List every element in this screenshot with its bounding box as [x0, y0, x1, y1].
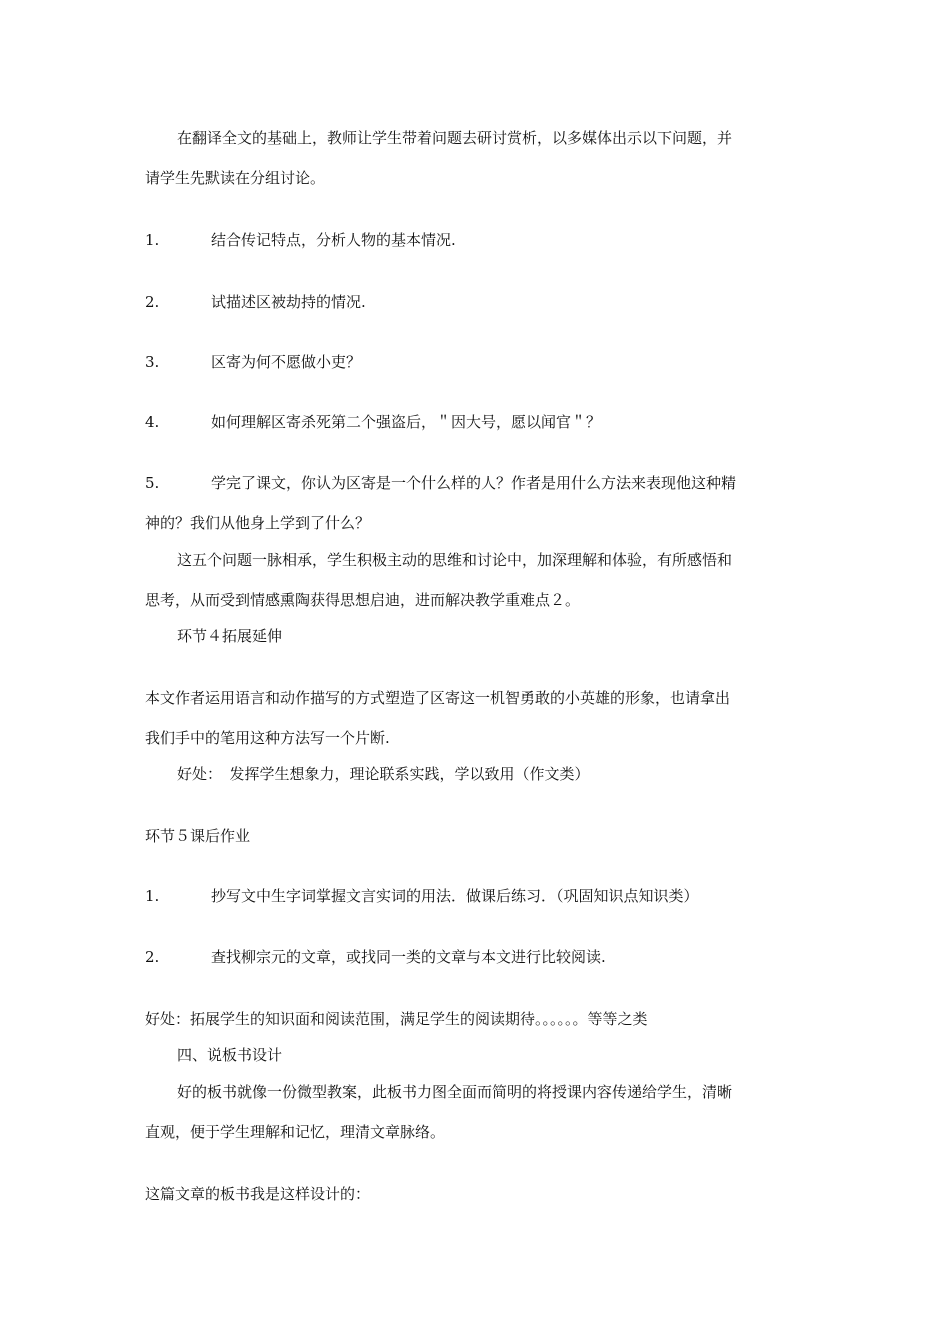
homework-2-number: 2.: [145, 948, 160, 966]
question-3-number: 3.: [145, 353, 160, 371]
summary-line-1: 这五个问题一脉相承，学生积极主动的思维和讨论中，加深理解和体验，有所感悟和: [177, 551, 733, 569]
homework-1-number: 1.: [145, 887, 160, 905]
board-line-3: 这篇文章的板书我是这样设计的：: [145, 1185, 371, 1203]
question-3-text: 区寄为何不愿做小吏？: [211, 353, 362, 371]
question-5-text: 学完了课文，你认为区寄是一个什么样的人？作者是用什么方法来表现他这种精: [211, 474, 737, 492]
intro-line-2: 请学生先默读在分组讨论。: [145, 169, 326, 187]
section-4-line-2: 我们手中的笔用这种方法写一个片断.: [145, 729, 390, 747]
question-4-number: 4.: [145, 413, 160, 431]
intro-line-1: 在翻译全文的基础上，教师让学生带着问题去研讨赏析，以多媒体出示以下问题，并: [177, 129, 733, 147]
section-4-benefit: 好处： 发挥学生想象力，理论联系实践，学以致用（作文类）: [177, 765, 590, 783]
board-line-1: 好的板书就像一份微型教案，此板书力图全面而简明的将授课内容传递给学生，清晰: [177, 1083, 733, 1101]
homework-1-text: 抄写文中生字词掌握文言实词的用法．做课后练习．（巩固知识点知识类）: [211, 887, 699, 905]
section-5-heading: 环节５课后作业: [145, 827, 251, 845]
board-line-2: 直观，便于学生理解和记忆，理清文章脉络。: [145, 1123, 446, 1141]
section-4-line-1: 本文作者运用语言和动作描写的方式塑造了区寄这一机智勇敢的小英雄的形象，也请拿出: [145, 689, 731, 707]
question-4-text: 如何理解区寄杀死第二个强盗后，＂因大号，愿以闻官＂？: [211, 413, 602, 431]
summary-line-2: 思考，从而受到情感熏陶获得思想启迪，进而解决教学重难点２。: [145, 591, 581, 609]
section-5-benefit: 好处：拓展学生的知识面和阅读范围，满足学生的阅读期待。。。。。。等等之类: [145, 1010, 648, 1028]
question-1-text: 结合传记特点，分析人物的基本情况.: [211, 231, 456, 249]
question-5-text-cont: 神的？我们从他身上学到了什么？: [145, 514, 371, 532]
homework-2-text: 查找柳宗元的文章，或找同一类的文章与本文进行比较阅读.: [211, 948, 606, 966]
question-5-number: 5.: [145, 474, 160, 492]
question-1-number: 1.: [145, 231, 160, 249]
question-2-number: 2.: [145, 293, 160, 311]
question-2-text: 试描述区被劫持的情况.: [211, 293, 366, 311]
board-heading: 四、说板书设计: [177, 1046, 283, 1064]
section-4-heading: 环节４拓展延伸: [177, 627, 283, 645]
